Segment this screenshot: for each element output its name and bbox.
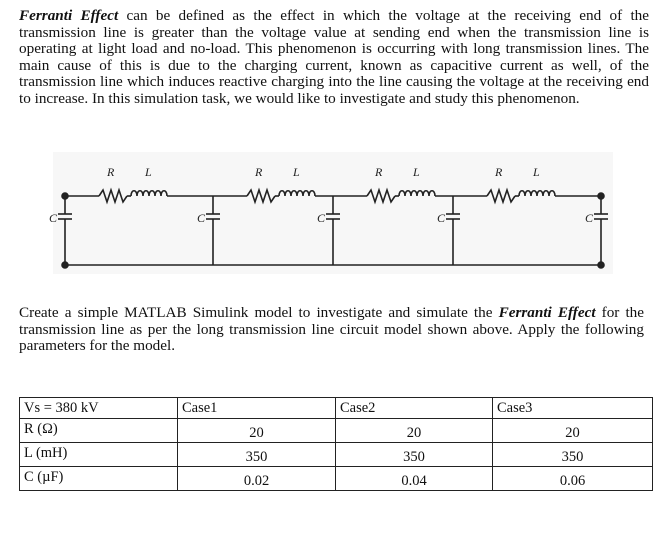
L-label: L [293,165,300,179]
row-label: R (Ω) [20,419,178,443]
instruction-before: Create a simple MATLAB Simulink model to investigate and simulate the [19,304,499,321]
header-cell: Vs = 380 kV [20,398,178,419]
R-label: R [255,165,263,179]
R-label: R [495,165,503,179]
header-cell: Case2 [336,398,493,419]
C-label: C [197,211,206,225]
inductor [131,191,167,196]
cell-value: 350 [178,443,336,467]
cell-value: 0.04 [336,467,493,491]
C-label: C [317,211,326,225]
cell-value: 20 [493,419,653,443]
resistor [99,190,127,202]
table-row [20,443,653,467]
L-label: L [533,165,540,179]
table-row [20,419,653,443]
cell-value: 20 [178,419,336,443]
row-label: C (µF) [20,467,178,491]
cell-value: 0.06 [493,467,653,491]
row-label: L (mH) [20,443,178,467]
table-header-row [20,398,653,419]
header-cell: Case1 [178,398,336,419]
transmission-line-circuit [49,152,613,274]
R-label: R [107,165,115,179]
resistor [487,190,515,202]
cell-value: 20 [336,419,493,443]
C-label: C [49,211,58,225]
intro-text: can be defined as the effect in which the voltage at the receiving end of the transmission line is greater than the voltage value at sending end when the transmission line is operating at light load and no-load. This phenomenon is occurring with long transmission lines. The main cause of this is due to the charging current, known as capacitive current as well, of the transmission line which induces reactive charging into the line causing the voltage at the receiving end to increase. In this simulation task, we would like to investigate and study this phenomenon. [19,7,650,107]
R-label: R [375,165,383,179]
instruction-paragraph [19,305,644,355]
inductor [399,191,435,196]
inductor [519,191,555,196]
table-row [20,467,653,491]
ferranti-term: Ferranti Effect [19,7,119,24]
parameters-table [19,397,653,491]
L-label: L [145,165,152,179]
ferranti-term-2: Ferranti Effect [498,304,596,321]
C-label: C [437,211,446,225]
resistor [367,190,395,202]
intro-paragraph [19,8,649,108]
C-label: C [585,211,594,225]
header-cell: Case3 [493,398,653,419]
instruction-after: for the transmission line as per the long transmission line circuit model shown above. Apply the following parameters for the model. [19,304,645,355]
cell-value: 0.02 [178,467,336,491]
resistor [247,190,275,202]
cell-value: 350 [336,443,493,467]
inductor [279,191,315,196]
cell-value: 350 [493,443,653,467]
L-label: L [413,165,420,179]
